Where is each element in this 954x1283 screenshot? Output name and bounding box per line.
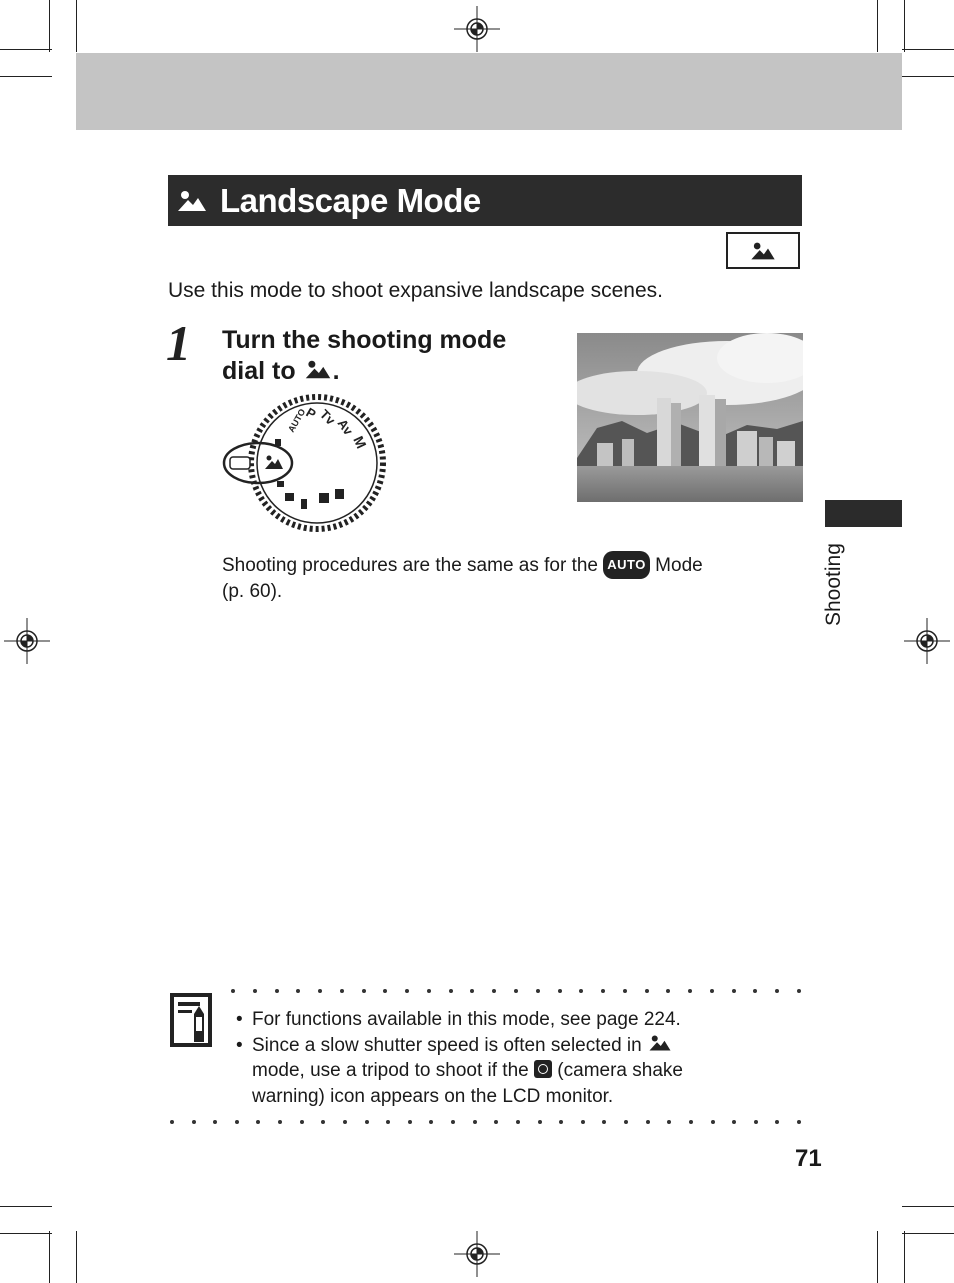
rule-dot: [427, 989, 431, 993]
rule-dot: [536, 989, 540, 993]
note-bullet-text: Since a slow shutter speed is often selected in: [252, 1034, 648, 1056]
note-bullet-text: For functions available in this mode, see page 224.: [252, 1009, 681, 1030]
rule-dot: [797, 989, 801, 993]
dial-label-tv: Tv: [316, 406, 339, 428]
rule-dot: [449, 989, 453, 993]
rule-dot: [429, 1120, 433, 1124]
mode-dial-illustration: [215, 393, 390, 535]
crop-mark: [49, 0, 50, 52]
auto-mode-badge: AUTO: [603, 551, 650, 579]
rule-dot: [688, 989, 692, 993]
rule-dot: [383, 989, 387, 993]
rule-dot: [710, 989, 714, 993]
rule-dot: [538, 1120, 542, 1124]
crop-mark: [0, 1233, 52, 1234]
registration-mark-icon: [454, 6, 500, 52]
note-icon: [170, 992, 214, 1050]
crop-mark: [904, 1231, 905, 1283]
rule-dot: [473, 1120, 477, 1124]
note-bullet-text: warning) icon appears on the LCD monitor.: [252, 1085, 614, 1107]
dial-label-m: M: [350, 433, 370, 451]
rule-dot: [601, 989, 605, 993]
crop-mark: [877, 1231, 878, 1283]
crop-mark: [76, 1231, 77, 1283]
rule-dot: [231, 989, 235, 993]
rule-dot: [559, 1120, 563, 1124]
rule-dot: [645, 989, 649, 993]
rule-dot: [362, 989, 366, 993]
rule-dot: [256, 1120, 260, 1124]
rule-dot: [470, 989, 474, 993]
rule-dot: [253, 989, 257, 993]
rule-dot: [408, 1120, 412, 1124]
rule-dot: [321, 1120, 325, 1124]
rule-dot: [343, 1120, 347, 1124]
crop-mark: [877, 0, 878, 52]
note-bullet: [236, 1007, 796, 1033]
rule-dot: [732, 989, 736, 993]
rule-dot: [775, 1120, 779, 1124]
note-bullet-text: (camera shake: [552, 1060, 683, 1081]
rule-dot: [753, 989, 757, 993]
rule-dot: [732, 1120, 736, 1124]
procedure-text-after: Mode: [649, 555, 703, 576]
rule-dot: [405, 989, 409, 993]
rule-dot: [667, 1120, 671, 1124]
crop-mark: [0, 1206, 52, 1207]
rule-dot: [170, 1120, 174, 1124]
dial-label-p: P: [303, 404, 319, 422]
note-body: [236, 1007, 796, 1109]
step-instruction-line1: Turn the shooting mode: [222, 326, 507, 354]
rule-dot: [300, 1120, 304, 1124]
page-title: Landscape Mode: [220, 181, 481, 219]
dial-label-av: Av: [334, 416, 357, 438]
rule-dot: [494, 1120, 498, 1124]
procedure-note: [222, 551, 782, 605]
dotted-rule-bottom: [170, 1120, 801, 1126]
rule-dot: [623, 989, 627, 993]
rule-dot: [579, 989, 583, 993]
rule-dot: [278, 1120, 282, 1124]
step-instruction-line2: [222, 356, 340, 387]
crop-mark: [76, 0, 77, 52]
dotted-rule-top: [231, 989, 801, 995]
rule-dot: [340, 989, 344, 993]
step-number: 1: [166, 315, 191, 371]
page-number: 71: [795, 1145, 822, 1172]
rule-dot: [192, 1120, 196, 1124]
crop-mark: [902, 49, 954, 50]
rule-dot: [516, 1120, 520, 1124]
section-title-bar: [168, 175, 802, 226]
rule-dot: [602, 1120, 606, 1124]
procedure-text: Shooting procedures are the same as for the: [222, 555, 604, 576]
rule-dot: [646, 1120, 650, 1124]
side-tab-label: Shooting: [822, 543, 845, 626]
landscape-mode-icon: [176, 189, 208, 213]
rule-dot: [666, 989, 670, 993]
crop-mark: [902, 1206, 954, 1207]
rule-dot: [754, 1120, 758, 1124]
rule-dot: [581, 1120, 585, 1124]
rule-dot: [624, 1120, 628, 1124]
rule-dot: [296, 989, 300, 993]
rule-dot: [514, 989, 518, 993]
registration-mark-icon: [454, 1231, 500, 1277]
step-instruction-text: dial to: [222, 357, 303, 385]
landscape-mode-icon: [647, 1034, 673, 1052]
note-bullet-text: mode, use a tripod to shoot if the: [252, 1060, 535, 1081]
rule-dot: [558, 989, 562, 993]
header-band: [76, 53, 902, 130]
camera-shake-icon: [534, 1060, 552, 1078]
note-bullet: [236, 1033, 796, 1110]
procedure-page-ref: (p. 60).: [222, 581, 283, 602]
mode-indicator-box: [726, 232, 800, 269]
crop-mark: [49, 1231, 50, 1283]
intro-text: Use this mode to shoot expansive landscape scenes.: [168, 279, 663, 302]
rule-dot: [492, 989, 496, 993]
crop-mark: [0, 49, 52, 50]
rule-dot: [451, 1120, 455, 1124]
crop-mark: [902, 1233, 954, 1234]
rule-dot: [711, 1120, 715, 1124]
rule-dot: [775, 989, 779, 993]
landscape-sample-photo: [577, 333, 803, 502]
rule-dot: [386, 1120, 390, 1124]
registration-mark-icon: [4, 618, 50, 664]
rule-dot: [318, 989, 322, 993]
rule-dot: [275, 989, 279, 993]
rule-dot: [235, 1120, 239, 1124]
landscape-mode-icon: [749, 241, 777, 261]
step-instruction-end: .: [332, 357, 340, 385]
crop-mark: [0, 76, 52, 77]
rule-dot: [365, 1120, 369, 1124]
crop-mark: [904, 0, 905, 52]
rule-dot: [797, 1120, 801, 1124]
dial-label-auto: AUTO: [286, 407, 308, 434]
registration-mark-icon: [904, 618, 950, 664]
crop-mark: [902, 76, 954, 77]
rule-dot: [213, 1120, 217, 1124]
landscape-mode-icon: [303, 359, 333, 380]
rule-dot: [689, 1120, 693, 1124]
